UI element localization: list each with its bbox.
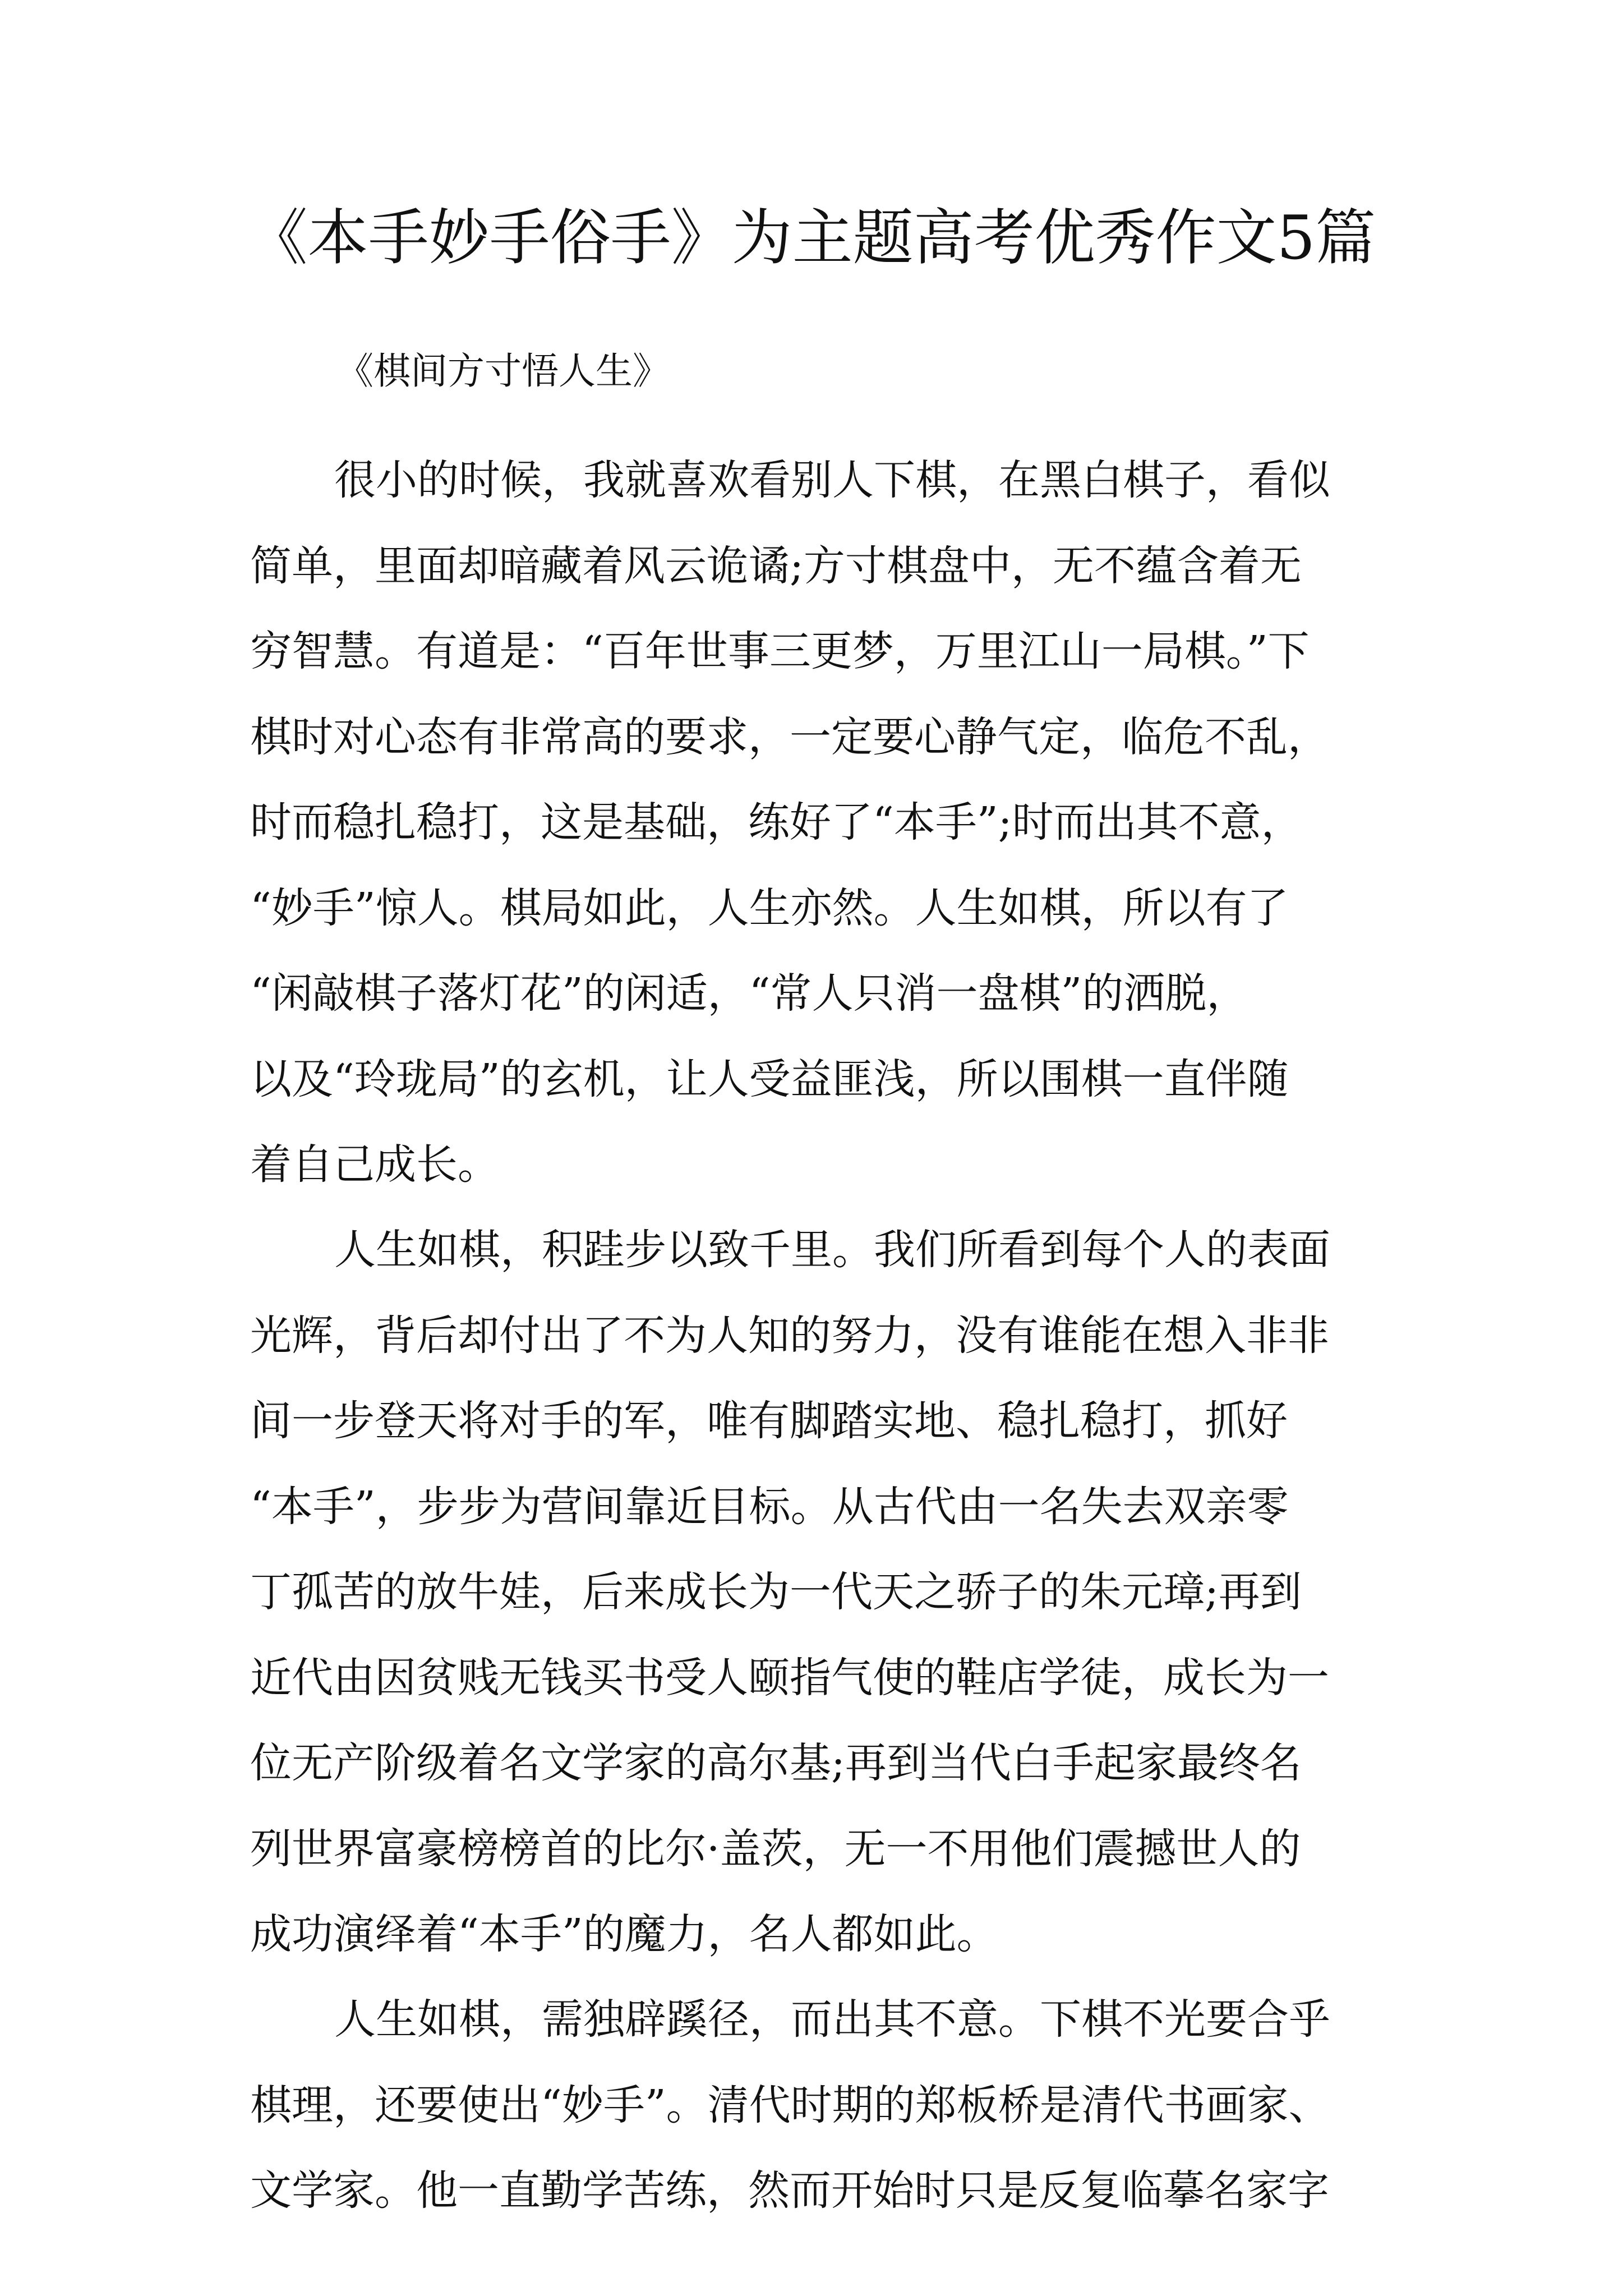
paragraph-line: 着自己成长。 bbox=[250, 1140, 499, 1189]
paragraph-line: 穷智慧。有道是：“百年世事三更梦，万里江山一局棋。”下 bbox=[250, 627, 1310, 675]
paragraph-line: 成功演绎着“本手”的魔力，名人都如此。 bbox=[250, 1910, 998, 1958]
paragraph-line: 棋时对心态有非常高的要求，一定要心静气定，临危不乱， bbox=[250, 712, 1329, 761]
paragraph-line: 丁孤苦的放牛娃，后来成长为一代天之骄子的朱元璋;再到 bbox=[250, 1568, 1302, 1616]
paragraph-line: 很小的时候，我就喜欢看别人下棋，在黑白棋子，看似 bbox=[334, 456, 1330, 504]
paragraph-line: 人生如棋，需独辟蹊径，而出其不意。下棋不光要合乎 bbox=[334, 1995, 1330, 2044]
paragraph-line: 棋理，还要使出“妙手”。清代时期的郑板桥是清代书画家、 bbox=[250, 2081, 1330, 2129]
paragraph-line: 文学家。他一直勤学苦练，然而开始时只是反复临摹名家字 bbox=[250, 2166, 1329, 2215]
paragraph-2 bbox=[250, 1222, 1428, 1992]
paragraph-1 bbox=[250, 452, 1428, 1222]
paragraph-line: “闲敲棋子落灯花”的闲适，“常人只消一盘棋”的洒脱， bbox=[250, 969, 1248, 1018]
paragraph-line: 列世界富豪榜榜首的比尔·盖茨，无一不用他们震撼世人的 bbox=[250, 1824, 1301, 1873]
paragraph-line: 人生如棋，积跬步以致千里。我们所看到每个人的表面 bbox=[334, 1226, 1330, 1274]
paragraph-line: 近代由因贫贱无钱买书受人颐指气使的鞋店学徒，成长为一 bbox=[250, 1653, 1329, 1702]
paragraph-line: 光辉，背后却付出了不为人知的努力，没有谁能在想入非非 bbox=[250, 1311, 1329, 1360]
paragraph-line: “妙手”惊人。棋局如此，人生亦然。人生如棋，所以有了 bbox=[250, 884, 1289, 932]
document-title: 《本手妙手俗手》为主题高考优秀作文5篇 bbox=[247, 203, 1376, 273]
paragraph-line: “本手”，步步为营间靠近目标。从古代由一名失去双亲零 bbox=[250, 1482, 1289, 1531]
essay-title: 《棋间方寸悟人生》 bbox=[336, 349, 670, 393]
paragraph-line: 简单，里面却暗藏着风云诡谲;方寸棋盘中，无不蕴含着无 bbox=[250, 541, 1302, 590]
paragraph-line: 时而稳扎稳打，这是基础，练好了“本手”;时而出其不意， bbox=[250, 798, 1303, 846]
paragraph-line: 位无产阶级着名文学家的高尔基;再到当代白手起家最终名 bbox=[250, 1739, 1302, 1787]
paragraph-3 bbox=[250, 1991, 1428, 2248]
paragraph-line: 以及“玲珑局”的玄机，让人受益匪浅，所以围棋一直伴随 bbox=[250, 1055, 1289, 1103]
paragraph-line: 间一步登天将对手的军，唯有脚踏实地、稳扎稳打，抓好 bbox=[250, 1397, 1288, 1445]
